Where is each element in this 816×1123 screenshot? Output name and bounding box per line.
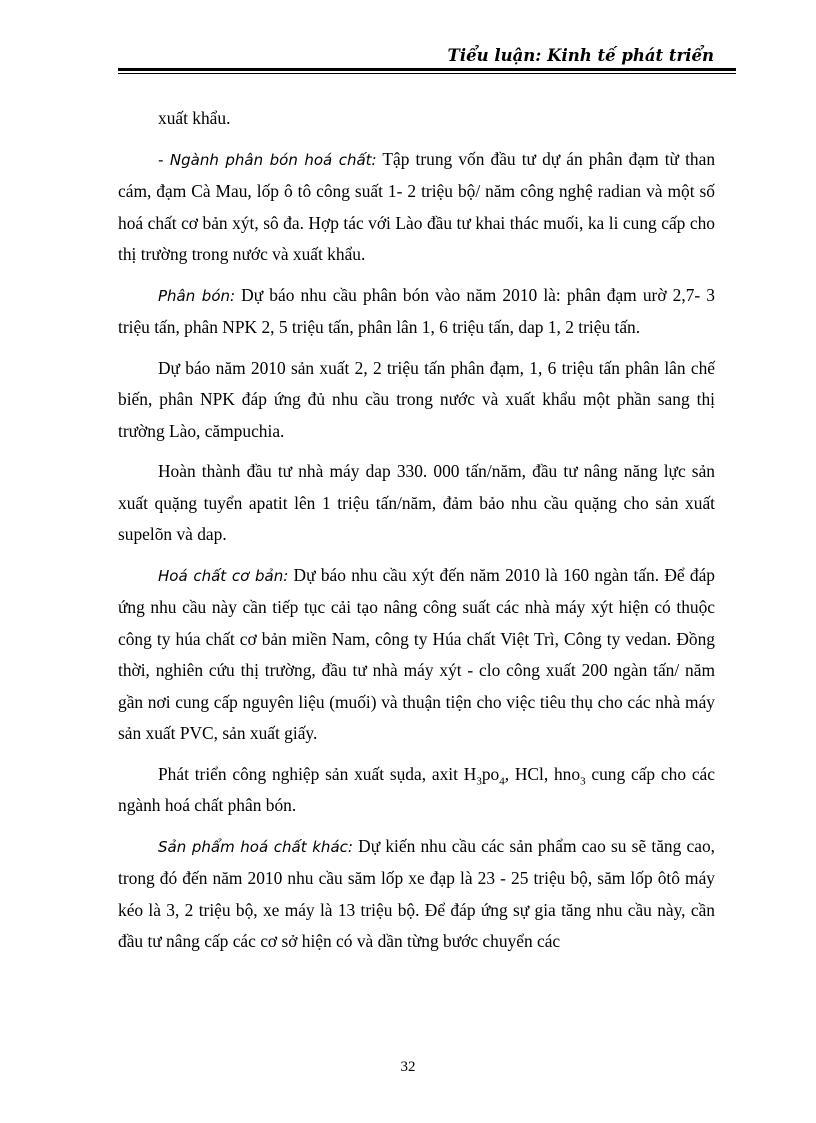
paragraph-lead: Sản phẩm hoá chất khác: [158, 837, 353, 856]
chem-text-2: po [481, 763, 500, 784]
paragraph-lead: Phân bón: [158, 286, 236, 305]
body-text [118, 103, 715, 967]
paragraph-lead: Hoá chất cơ bản: [158, 566, 289, 585]
paragraph [118, 103, 715, 135]
paragraph [118, 353, 715, 448]
header-rule-thick [118, 68, 736, 71]
paragraph-text: Dự báo nhu cầu xýt đến năm 2010 là 160 ngàn tấn. Để đáp ứng nhu cầu này cần tiếp tục cải tạo nâng công suất các nhà máy xýt hiện có thuộc công ty húa chất cơ bản miền Nam, công ty Húa chất Việt Trì, Công ty vedan. Đồng thời, nghiên cứu thị trường, đầu tư nhà máy xýt - clo công xuất 200 ngàn tấn/ năm gần nơi cung cấp nguyên liệu (muối) và thuận tiện cho việc tiêu thụ cho các nhà máy sản xuất PVC, sản xuất giấy. [118, 564, 715, 743]
paragraph [118, 280, 715, 344]
header-rule-thin [118, 73, 736, 74]
paragraph-text: Dự kiến nhu cầu các sản phẩm cao su sẽ tăng cao, trong đó đến năm 2010 nhu cầu săm lốp xe đạp là 23 - 25 triệu bộ, săm lốp ôtô máy kéo là 3, 2 triệu bộ, xe máy là 13 triệu bộ. Để đáp ứng sự gia tăng nhu cầu này, cần đầu tư nâng cấp các cơ sở hiện có và dần từng bước chuyển các [118, 835, 715, 951]
paragraph [118, 456, 715, 551]
chem-text-3: , HCl, hno [504, 763, 581, 784]
paragraph-text: Dự báo nhu cầu phân bón vào năm 2010 là: phân đạm urờ 2,7- 3 triệu tấn, phân NPK 2, 5 triệu tấn, phân lân 1, 6 triệu tấn, dap 1, 2 triệu tấn. [118, 284, 715, 337]
header-title: Tiểu luận: Kinh tế phát triển [447, 46, 714, 65]
paragraph-lead: - Ngành phân bón hoá chất: [158, 150, 377, 169]
paragraph [118, 560, 715, 750]
paragraph-text: Dự báo năm 2010 sản xuất 2, 2 triệu tấn phân đạm, 1, 6 triệu tấn phân lân chế biến, phân NPK đáp ứng đủ nhu cầu trong nước và xuất khẩu một phần sang thị trường Lào, cămpuchia. [118, 357, 715, 441]
page-header [118, 46, 736, 65]
chem-subscript-1: 3 [476, 774, 482, 787]
paragraph [118, 831, 715, 958]
paragraph-text: xuất khẩu. [158, 108, 231, 128]
paragraph [118, 144, 715, 271]
paragraph-text: Hoàn thành đầu tư nhà máy dap 330. 000 tấn/năm, đầu tư nâng năng lực sản xuất quặng tuyển apatit lên 1 triệu tấn/năm, đảm bảo nhu cầu quặng cho sản xuất supelõn và dap. [118, 461, 715, 544]
paragraph-chemicals [118, 759, 715, 822]
chem-subscript-3: 3 [580, 774, 586, 787]
chem-text-1: Phát triển công nghiệp sản xuất sụda, axit H [158, 763, 477, 784]
paragraph-text: Tập trung vốn đầu tư dự án phân đạm từ than cám, đạm Cà Mau, lốp ô tô công suất 1- 2 triệu bộ/ năm công nghệ radian và một số hoá chất cơ bản xýt, sô đa. Hợp tác với Lào đầu tư khai thác muối, ka li cung cấp cho thị trường trong nước và xuất khẩu. [118, 148, 716, 264]
chem-subscript-2: 4 [499, 774, 505, 787]
page-number: 32 [400, 1059, 416, 1075]
chem-text-4: cung cấp cho các ngành hoá chất phân bón. [118, 763, 715, 815]
